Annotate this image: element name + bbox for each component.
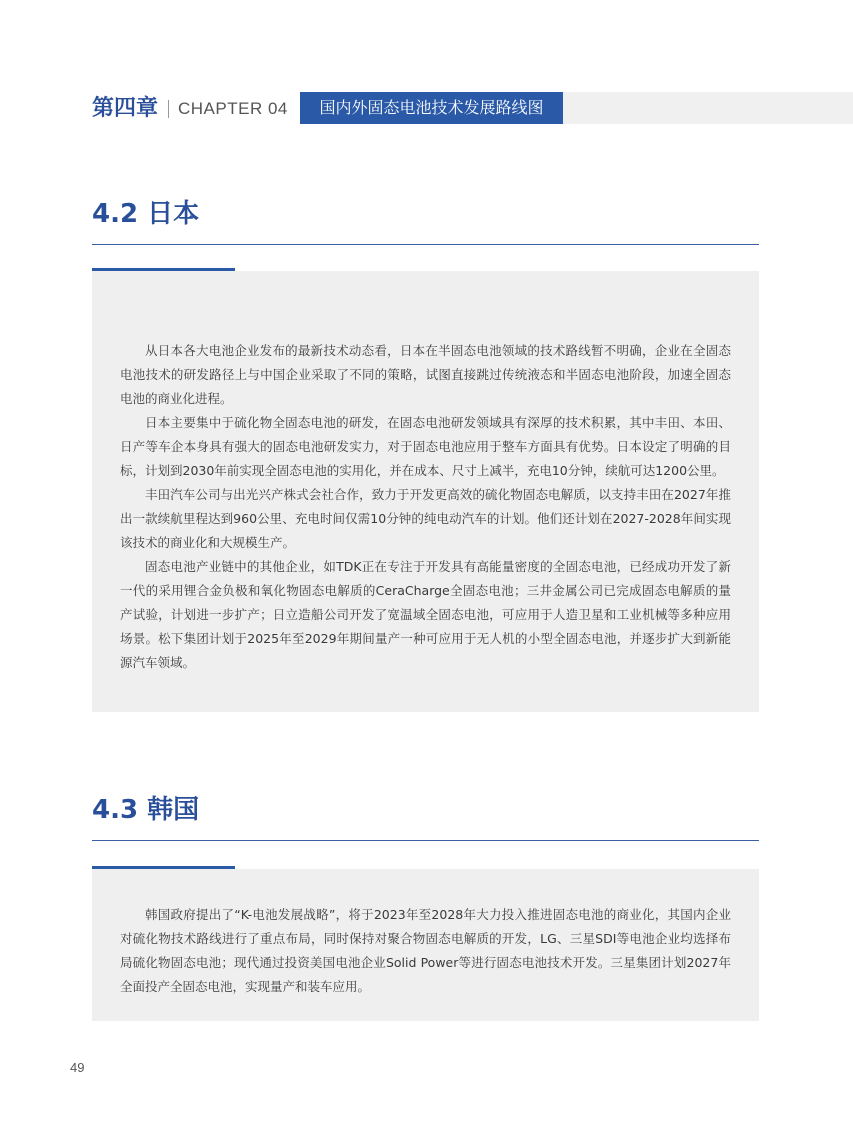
chapter-divider: [168, 100, 169, 118]
section-content-box-korea: [92, 869, 759, 1021]
chapter-header: [0, 92, 853, 126]
section-content-box-japan: [92, 271, 759, 712]
paragraph: 丰田汽车公司与出光兴产株式会社合作，致力于开发更高效的硫化物固态电解质，以支持丰田在2027年推出一款续航里程达到960公里、充电时间仅需10分钟的纯电动汽车的计划。他们还计划在2027-2028年间实现该技术的商业化和大规模生产。: [120, 487, 731, 550]
paragraph: 韩国政府提出了“K-电池发展战略”，将于2023年至2028年大力投入推进固态电池的商业化，其国内企业对硫化物技术路线进行了重点布局，同时保持对聚合物固态电解质的开发，LG、三星SDI等电池企业均选择布局硫化物固态电池；现代通过投资美国电池企业Solid Power等进行固态电池技术开发。三星集团计划2027年全面投产全固态电池，实现量产和装车应用。: [120, 907, 731, 994]
section-divider: [92, 840, 759, 841]
section-title-korea: 4.3 韩国: [92, 795, 200, 825]
paragraph: 从日本各大电池企业发布的最新技术动态看，日本在半固态电池领域的技术路线暂不明确，企业在全固态电池技术的研发路径上与中国企业采取了不同的策略，试图直接跳过传统液态和半固态电池阶段，加速全固态电池的商业化进程。: [120, 343, 731, 406]
chapter-number-cn: 第四章: [92, 96, 159, 121]
paragraph: 日本主要集中于硫化物全固态电池的研发，在固态电池研发领域具有深厚的技术积累，其中丰田、本田、日产等车企本身具有强大的固态电池研发实力，对于固态电池应用于整车方面具有优势。日本设定了明确的目标，计划到2030年前实现全固态电池的实用化，并在成本、尺寸上减半，充电10分钟，续航可达1200公里。: [120, 415, 731, 478]
header-bar-fill: [563, 92, 853, 124]
section-divider: [92, 244, 759, 245]
paragraph: 固态电池产业链中的其他企业，如TDK正在专注于开发具有高能量密度的全固态电池，已经成功开发了新一代的采用锂合金负极和氧化物固态电解质的CeraCharge全固态电池；三井金属公司已完成固态电解质的量产试验，计划进一步扩产；日立造船公司开发了宽温域全固态电池，可应用于人造卫星和工业机械等多种应用场景。松下集团计划于2025年至2029年期间量产一种可应用于无人机的小型全固态电池，并逐步扩大到新能源汽车领域。: [120, 559, 731, 670]
chapter-number-en: CHAPTER 04: [178, 99, 288, 118]
chapter-title: 国内外固态电池技术发展路线图: [300, 92, 563, 124]
page-number: 49: [70, 1060, 85, 1075]
section-title-japan: 4.2 日本: [92, 199, 200, 229]
